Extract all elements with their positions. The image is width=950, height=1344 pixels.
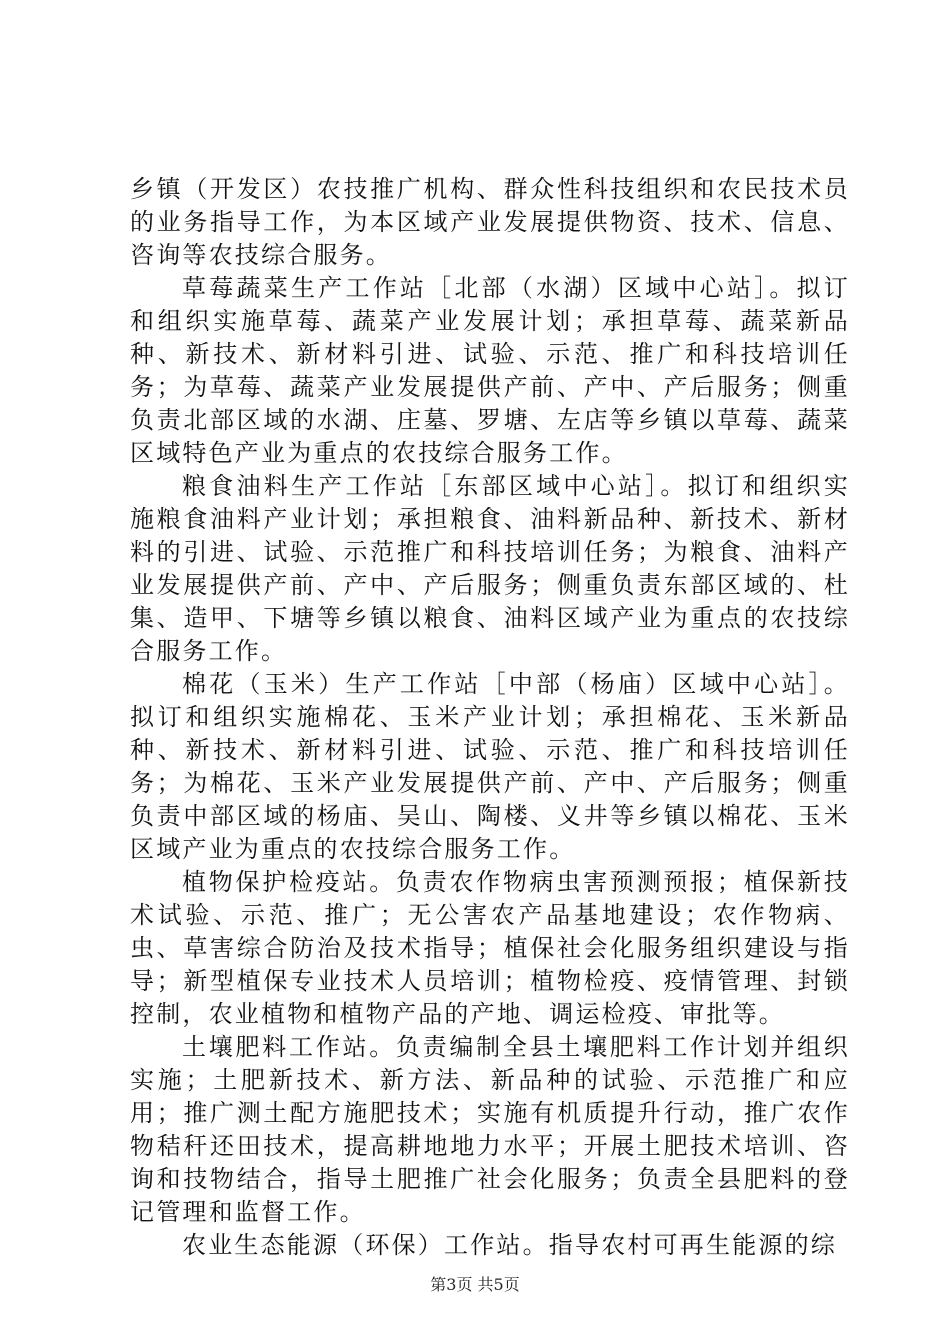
paragraph-grain-oil-station: 粮食油料生产工作站［东部区域中心站］。拟订和组织实施粮食油料产业计划；承担粮食、油料新品种、新技术、新材料的引进、试验、示范推广和科技培训任务；为粮食、油料产业发展提供产前、产中、产后服务；侧重负责东部区域的、杜集、造甲、下塘等乡镇以粮食、油料区域产业为重点的农技综合服务工作。 (130, 472, 850, 665)
document-body (130, 173, 850, 1262)
paragraph-cotton-corn-station: 棉花（玉米）生产工作站［中部（杨庙）区域中心站］。拟订和组织实施棉花、玉米产业计划；承担棉花、玉米新品种、新技术、新材料引进、试验、示范、推广和科技培训任务；为棉花、玉米产业发展提供产前、产中、产后服务；侧重负责中部区域的杨庙、吴山、陶楼、义井等乡镇以棉花、玉米区域产业为重点的农技综合服务工作。 (130, 670, 850, 863)
paragraph-strawberry-vegetable-station: 草莓蔬菜生产工作站［北部（水湖）区域中心站］。拟订和组织实施草莓、蔬菜产业发展计划；承担草莓、蔬菜新品种、新技术、新材料引进、试验、示范、推广和科技培训任务；为草莓、蔬菜产业发展提供产前、产中、产后服务；侧重负责北部区域的水湖、庄墓、罗塘、左店等乡镇以草莓、蔬菜区域特色产业为重点的农技综合服务工作。 (130, 274, 850, 467)
paragraph-continuation: 乡镇（开发区）农技推广机构、群众性科技组织和农民技术员的业务指导工作，为本区域产业发展提供物资、技术、信息、咨询等农技综合服务。 (130, 175, 850, 269)
paragraph-plant-protection-station: 植物保护检疫站。负责农作物病虫害预测预报；植保新技术试验、示范、推广；无公害农产品基地建设；农作物病、虫、草害综合防治及技术指导；植保社会化服务组织建设与指导；新型植保专业技术人员培训；植物检疫、疫情管理、封锁控制，农业植物和植物产品的产地、调运检疫、审批等。 (130, 868, 850, 1028)
page-number-footer: 第3页 共5页 (430, 1275, 520, 1294)
paragraph-eco-energy-station: 农业生态能源（环保）工作站。指导农村可再生能源的综 (182, 1231, 837, 1259)
paragraph-soil-fertilizer-station: 土壤肥料工作站。负责编制全县土壤肥料工作计划并组织实施；土肥新技术、新方法、新品种的试验、示范推广和应用；推广测土配方施肥技术；实施有机质提升行动，推广农作物秸秆还田技术，提高耕地地力水平；开展土肥技术培训、咨询和技物结合，指导土肥推广社会化服务；负责全县肥料的登记管理和监督工作。 (130, 1033, 850, 1226)
